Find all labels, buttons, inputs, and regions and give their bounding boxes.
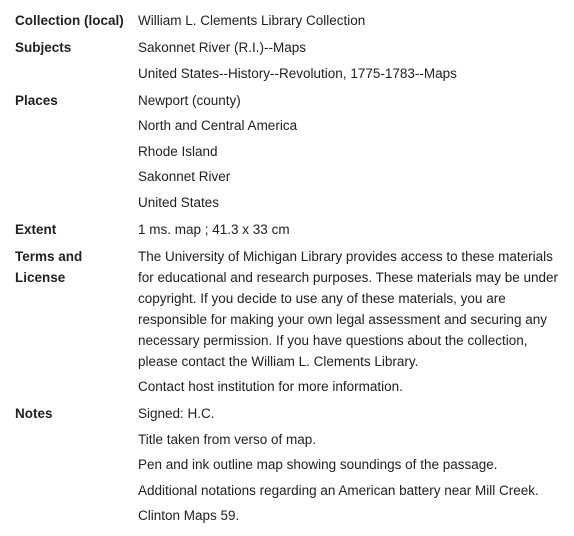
field-label: Places	[15, 92, 58, 108]
field-label: Terms and License	[15, 248, 83, 285]
field-values	[138, 37, 567, 84]
field-label: Subjects	[15, 40, 72, 55]
field-collection	[15, 10, 567, 31]
field-values	[138, 219, 567, 240]
field-value: Sakonnet River (R.I.)--Maps	[138, 40, 307, 55]
field-value: Title taken from verso of map.	[138, 431, 317, 447]
field-values	[138, 90, 567, 213]
field-value: Rhode Island	[138, 143, 218, 159]
field-value: United States--History--Revolution, 1775-1783--Maps	[138, 65, 457, 81]
field-value: William L. Clements Library Collection	[138, 13, 366, 28]
field-value: United States	[138, 194, 220, 210]
field-value: Contact host institution for more information.	[138, 379, 403, 394]
field-value: Newport (county)	[138, 92, 241, 108]
field-subjects	[15, 37, 567, 84]
field-values	[138, 246, 567, 398]
field-value: Clinton Maps 59.	[138, 508, 240, 523]
record-metadata	[15, 10, 567, 526]
field-label: Notes	[15, 406, 53, 421]
field-places	[15, 90, 567, 213]
field-value: 1 ms. map ; 41.3 x 33 cm	[138, 221, 290, 237]
field-value: Sakonnet River	[138, 169, 231, 184]
field-label: Extent	[15, 221, 57, 237]
field-value: The University of Michigan Library provides access to these materials for educational and research purposes. These materials may be under copyright. If you decide to use any of these materials, you are responsible for making your own legal assessment and securing any necessary permission. If you have questions about the collection, please contact the William L. Clements Library.	[138, 248, 558, 369]
field-notes	[15, 403, 567, 526]
field-values	[138, 10, 567, 31]
field-terms-and-license	[15, 246, 567, 398]
field-label: Collection (local)	[15, 13, 124, 28]
field-values	[138, 403, 567, 526]
field-value: North and Central America	[138, 118, 298, 133]
field-value: Pen and ink outline map showing soundings of the passage.	[138, 457, 498, 472]
field-extent	[15, 219, 567, 240]
field-value: Additional notations regarding an American battery near Mill Creek.	[138, 482, 539, 498]
field-value: Signed: H.C.	[138, 406, 215, 421]
